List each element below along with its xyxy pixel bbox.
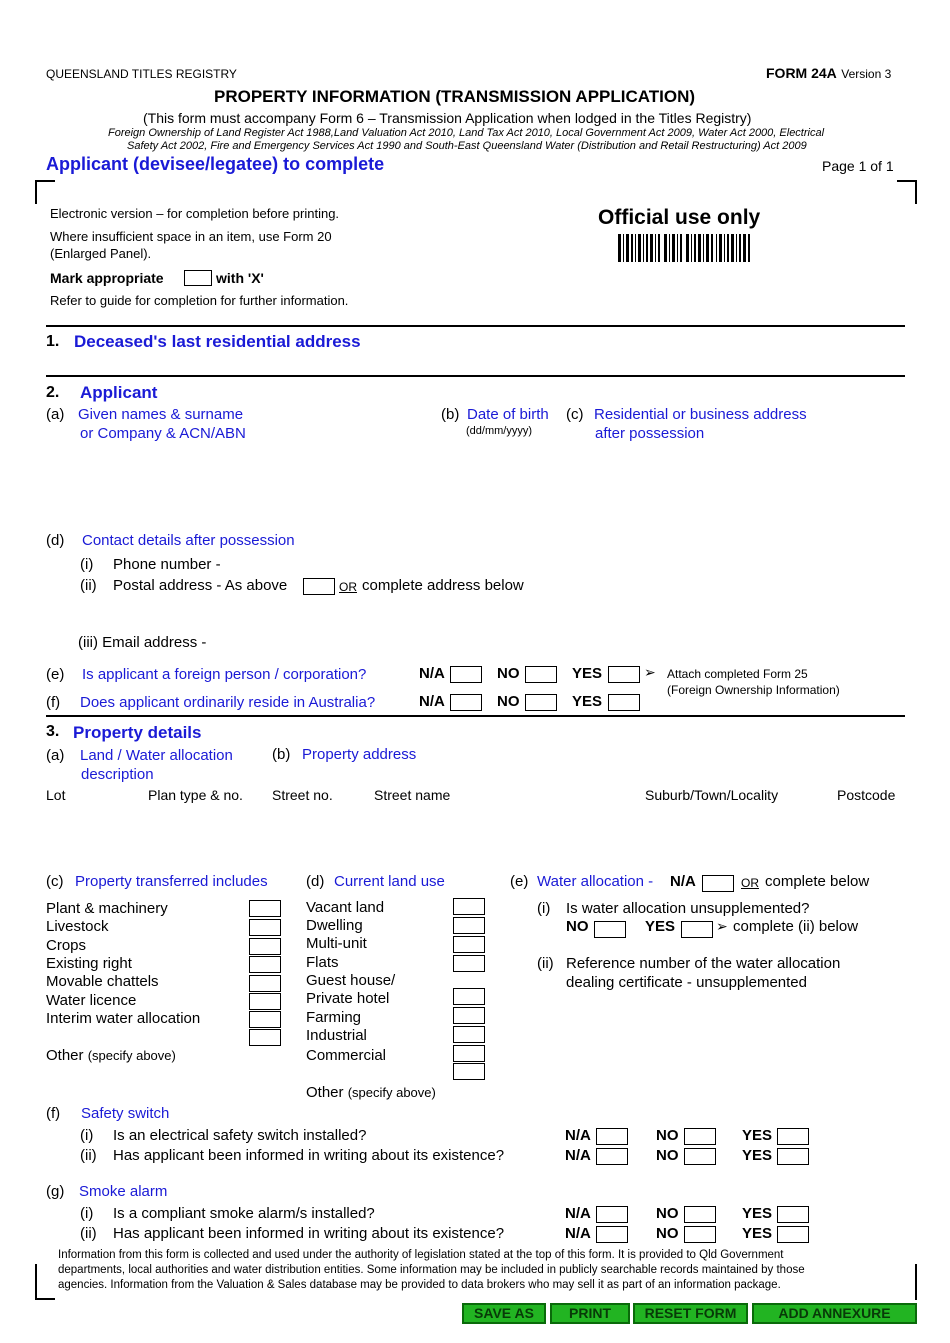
reside-no-checkbox[interactable] [525, 694, 557, 711]
g-ii-no-label: NO [656, 1225, 679, 1242]
s3-g-title: Smoke alarm [79, 1183, 168, 1200]
s2-b-text: Date of birth [467, 406, 549, 423]
foreign-yes-checkbox[interactable] [608, 666, 640, 683]
s2-phone-label: Phone number - [113, 556, 221, 573]
attach-form-25: Attach completed Form 25 [667, 667, 808, 681]
c-other [46, 1047, 176, 1064]
c-movable-chattels-checkbox[interactable] [249, 975, 281, 992]
s2-postal-label: Postal address - As above [113, 577, 288, 594]
mark-instruction-prefix: Mark appropriate [50, 270, 164, 286]
section-1-rule [46, 325, 905, 327]
s3-b-label: (b) [272, 746, 291, 763]
s2-f-no-label: NO [497, 693, 520, 710]
form-number-label: FORM 24A [766, 65, 837, 81]
registry-name: QUEENSLAND TITLES REGISTRY [46, 67, 237, 81]
arrow-right-icon: ➢ [716, 918, 728, 934]
s2-b-format: (dd/mm/yyyy) [466, 425, 532, 437]
e-ii-label: (ii) [537, 955, 554, 972]
privacy-line-2: departments, local authorities and water distribution entities. Some information may be included in publicly searchable records maintained by those [58, 1264, 805, 1276]
section-2-rule [46, 375, 905, 377]
d-item-commercial: Commercial [306, 1047, 387, 1064]
section-3-number: 3. [46, 723, 60, 740]
e-ii-line1: Reference number of the water allocation [566, 955, 841, 972]
d-item-dwelling: Dwelling [306, 917, 363, 934]
g-i-na-label: N/A [565, 1205, 591, 1222]
d-item-guest-house: Guest house/ [306, 972, 396, 989]
col-suburb: Suburb/Town/Locality [645, 787, 779, 803]
acts-line-1: Foreign Ownership of Land Register Act 1988,Land Valuation Act 2010, Land Tax Act 2010, Local Government Act 2009, Water Act 2000, Electrical [108, 127, 825, 139]
g-ii-question: Has applicant been informed in writing about its existence? [113, 1225, 505, 1242]
foreign-ownership-info: (Foreign Ownership Information) [667, 683, 840, 697]
s3-d-title: Current land use [334, 873, 445, 890]
section-3-title: Property details [73, 723, 202, 742]
c-item-crops: Crops [46, 937, 87, 954]
corner-bottom-left-h [35, 1298, 55, 1300]
postal-or: OR [339, 580, 357, 594]
g-i-question: Is a compliant smoke alarm/s installed? [113, 1205, 375, 1222]
form-version: Version 3 [841, 67, 892, 81]
water-or: OR [741, 876, 759, 890]
s2-e-label: (e) [46, 666, 65, 683]
d-farming-checkbox[interactable] [453, 1007, 485, 1024]
section-2-title: Applicant [80, 383, 158, 402]
reside-na-checkbox[interactable] [450, 694, 482, 711]
accompany-note: (This form must accompany Form 6 – Transmission Application when lodged in the Titles Registry) [143, 110, 752, 126]
foreign-na-checkbox[interactable] [450, 666, 482, 683]
switch-informed-na-checkbox[interactable] [596, 1148, 628, 1165]
barcode-icon [618, 234, 750, 262]
s2-d-ii-label: (ii) [80, 577, 97, 594]
s2-f-yes-label: YES [572, 693, 603, 710]
intro-insufficient: Where insufficient space in an item, use Form 20 [50, 229, 332, 244]
add-annexure-button[interactable]: ADD ANNEXURE [752, 1303, 917, 1324]
s2-d-label: (d) [46, 532, 65, 549]
acts-line-2: Safety Act 2002, Fire and Emergency Services Act 1990 and South-East Queensland Water (Distribution and Retail Restructuring) Act 2009 [127, 140, 807, 152]
s3-e-label: (e) [510, 873, 529, 890]
s3-e-title: Water allocation - [537, 873, 654, 890]
d-item-industrial: Industrial [306, 1027, 367, 1044]
g-ii-yes-label: YES [742, 1225, 773, 1242]
s3-b-text: Property address [302, 746, 417, 763]
alarm-informed-na-checkbox[interactable] [596, 1226, 628, 1243]
s2-b-label: (b) [441, 406, 460, 423]
intro-electronic: Electronic version – for completion before printing. [50, 206, 340, 221]
s2-a-line2: or Company & ACN/ABN [80, 425, 246, 442]
official-use-only: Official use only [598, 206, 761, 229]
mark-instruction-suffix: with 'X' [216, 270, 264, 286]
s2-a-line1: Given names & surname [78, 406, 244, 423]
privacy-line-3: agencies. Information from the Valuation & Sales database may be provided to data brokers who may sell it as part of an information package. [58, 1279, 781, 1291]
c-other-specify: (specify above) [87, 1048, 176, 1063]
s3-c-label: (c) [46, 873, 64, 890]
alarm-informed-no-checkbox[interactable] [684, 1226, 716, 1243]
col-plan-type: Plan type & no. [148, 787, 243, 803]
privacy-line-1: Information from this form is collected and used under the authority of legislation stated at the top of this form. It is provided to Qld Government [58, 1249, 784, 1261]
save-as-button[interactable]: SAVE AS [462, 1303, 546, 1324]
d-guest-house-checkbox[interactable] [453, 988, 485, 1005]
e-i-complete-ii: complete (ii) below [733, 918, 859, 935]
s3-d-label: (d) [306, 873, 325, 890]
complete-by-heading: Applicant (devisee/legatee) to complete [46, 154, 385, 174]
d-item-private-hotel: Private hotel [306, 990, 390, 1007]
s3-f-title: Safety switch [81, 1105, 170, 1122]
e-i-yes-label: YES [645, 918, 676, 935]
s2-f-question: Does applicant ordinarily reside in Australia? [80, 694, 376, 711]
alarm-installed-na-checkbox[interactable] [596, 1206, 628, 1223]
f-ii-no-label: NO [656, 1147, 679, 1164]
s2-e-question: Is applicant a foreign person / corporation? [82, 666, 367, 683]
corner-top-left-h [35, 180, 55, 182]
c-plant-checkbox[interactable] [249, 900, 281, 917]
col-street-no: Street no. [272, 787, 333, 803]
d-other-label: Other [306, 1084, 344, 1101]
e-ii-line2: dealing certificate - unsupplemented [566, 974, 807, 991]
c-item-water-licence: Water licence [46, 992, 137, 1009]
s2-email-label: (iii) Email address - [78, 634, 207, 651]
c-item-existing-right: Existing right [46, 955, 132, 972]
f-i-label: (i) [80, 1127, 94, 1144]
d-vacant-checkbox[interactable] [453, 898, 485, 915]
foreign-no-checkbox[interactable] [525, 666, 557, 683]
switch-installed-no-checkbox[interactable] [684, 1128, 716, 1145]
intro-enlarged: (Enlarged Panel). [50, 246, 152, 261]
s2-d-text: Contact details after possession [82, 532, 295, 549]
col-lot: Lot [46, 787, 66, 803]
s3-a-line1: Land / Water allocation [80, 747, 233, 764]
s3-g-label: (g) [46, 1183, 65, 1200]
corner-bottom-right-v [915, 1264, 917, 1300]
water-na-checkbox[interactable] [702, 875, 734, 892]
f-ii-question: Has applicant been informed in writing about its existence? [113, 1147, 505, 1164]
form-title: PROPERTY INFORMATION (TRANSMISSION APPLICATION) [214, 87, 696, 106]
reside-yes-checkbox[interactable] [608, 694, 640, 711]
s3-c-title: Property transferred includes [75, 873, 268, 890]
section-3-rule [46, 715, 905, 717]
s2-e-yes-label: YES [572, 665, 603, 682]
g-ii-label: (ii) [80, 1225, 97, 1242]
s2-e-no-label: NO [497, 665, 520, 682]
c-item-interim-water: Interim water allocation [46, 1010, 201, 1027]
c-livestock-checkbox[interactable] [249, 919, 281, 936]
d-other-checkbox[interactable] [453, 1063, 485, 1080]
e-i-label: (i) [537, 900, 551, 917]
d-multi-unit-checkbox[interactable] [453, 936, 485, 953]
postal-as-above-checkbox[interactable] [303, 578, 335, 595]
f-i-no-label: NO [656, 1127, 679, 1144]
reset-form-button[interactable]: RESET FORM [633, 1303, 748, 1324]
corner-top-left-v [35, 180, 37, 204]
d-industrial-checkbox[interactable] [453, 1026, 485, 1043]
section-1-title: Deceased's last residential address [74, 332, 361, 351]
switch-installed-na-checkbox[interactable] [596, 1128, 628, 1145]
g-ii-na-label: N/A [565, 1225, 591, 1242]
c-existing-right-checkbox[interactable] [249, 956, 281, 973]
f-ii-label: (ii) [80, 1147, 97, 1164]
s2-d-i-label: (i) [80, 556, 94, 573]
c-item-plant: Plant & machinery [46, 900, 168, 917]
c-item-movable-chattels: Movable chattels [46, 973, 159, 990]
c-interim-water-checkbox[interactable] [249, 1011, 281, 1028]
d-flats-checkbox[interactable] [453, 955, 485, 972]
d-item-flats: Flats [306, 954, 339, 971]
c-water-licence-checkbox[interactable] [249, 993, 281, 1010]
c-crops-checkbox[interactable] [249, 938, 281, 955]
water-unsupp-no-checkbox[interactable] [594, 921, 626, 938]
section-2-number: 2. [46, 384, 60, 401]
s2-c-line1: Residential or business address [594, 406, 807, 423]
form-number [766, 65, 891, 83]
corner-bottom-left-v [35, 1264, 37, 1300]
c-other-label: Other [46, 1047, 84, 1064]
s2-a-label: (a) [46, 406, 65, 423]
g-i-no-label: NO [656, 1205, 679, 1222]
c-other-checkbox[interactable] [249, 1029, 281, 1046]
col-postcode: Postcode [837, 787, 896, 803]
f-i-yes-label: YES [742, 1127, 773, 1144]
postal-complete-below: complete address below [362, 577, 524, 594]
s2-c-line2: after possession [595, 425, 705, 442]
d-item-multi-unit: Multi-unit [306, 935, 367, 952]
s2-f-label: (f) [46, 694, 61, 711]
d-other-specify: (specify above) [347, 1085, 436, 1100]
alarm-informed-yes-checkbox[interactable] [777, 1226, 809, 1243]
mark-example-box [184, 270, 212, 286]
s3-a-label: (a) [46, 747, 65, 764]
corner-top-right-v [915, 180, 917, 204]
s2-f-na-label: N/A [419, 693, 445, 710]
arrow-right-icon: ➢ [644, 664, 656, 680]
intro-guide: Refer to guide for completion for further information. [50, 293, 349, 308]
f-i-question: Is an electrical safety switch installed? [113, 1127, 367, 1144]
col-street-name: Street name [374, 787, 451, 803]
water-complete-below: complete below [765, 873, 870, 890]
s2-e-na-label: N/A [419, 665, 445, 682]
c-item-livestock: Livestock [46, 918, 109, 935]
f-ii-na-label: N/A [565, 1147, 591, 1164]
e-i-no-label: NO [566, 918, 589, 935]
section-1-number: 1. [46, 333, 60, 350]
d-dwelling-checkbox[interactable] [453, 917, 485, 934]
d-other [306, 1084, 436, 1101]
alarm-installed-no-checkbox[interactable] [684, 1206, 716, 1223]
s3-e-na-label: N/A [670, 873, 696, 890]
d-commercial-checkbox[interactable] [453, 1045, 485, 1062]
f-i-na-label: N/A [565, 1127, 591, 1144]
page-number: Page 1 of 1 [822, 158, 894, 174]
alarm-installed-yes-checkbox[interactable] [777, 1206, 809, 1223]
f-ii-yes-label: YES [742, 1147, 773, 1164]
water-unsupp-yes-checkbox[interactable] [681, 921, 713, 938]
s3-f-label: (f) [46, 1105, 61, 1122]
s2-c-label: (c) [566, 406, 584, 423]
switch-informed-yes-checkbox[interactable] [777, 1148, 809, 1165]
e-i-question: Is water allocation unsupplemented? [566, 900, 810, 917]
g-i-label: (i) [80, 1205, 94, 1222]
d-item-farming: Farming [306, 1009, 362, 1026]
switch-informed-no-checkbox[interactable] [684, 1148, 716, 1165]
g-i-yes-label: YES [742, 1205, 773, 1222]
corner-top-right-h [897, 180, 917, 182]
switch-installed-yes-checkbox[interactable] [777, 1128, 809, 1145]
print-button[interactable]: PRINT [550, 1303, 630, 1324]
s3-a-line2: description [81, 766, 154, 783]
d-item-vacant: Vacant land [306, 899, 385, 916]
